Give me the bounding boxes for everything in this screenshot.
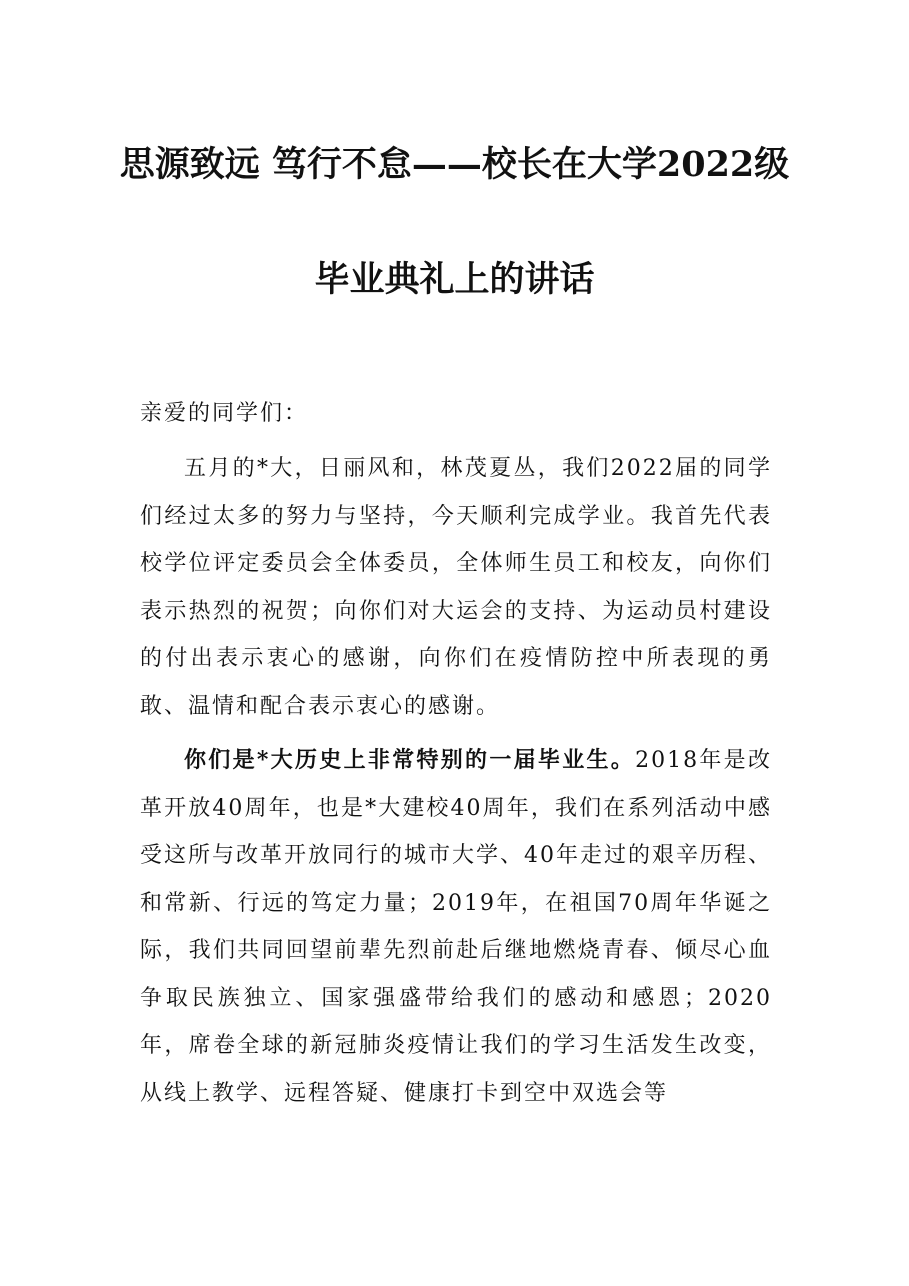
document-title-line-1: 思源致远 笃行不怠——校长在大学2022级 [119,144,790,185]
document-body [140,390,772,1117]
paragraph-2-text: 2018年是改革开放40周年，也是*大建校40周年，我们在系列活动中感受这所与改革开放同行的城市大学、40年走过的艰辛历程、和常新、行远的笃定力量；2019年，在祖国70周年华诞之际，我们共同回望前辈先烈前赴后继地燃烧青春、倾尽心血争取民族独立、国家强盛带给我们的感动和感恩；2020年，席卷全球的新冠肺炎疫情让我们的学习生活发生改变，从线上教学、远程答疑、健康打卡到空中双选会等 [140,748,772,1106]
paragraph-1: 五月的*大，日丽风和，林茂夏丛，我们2022届的同学们经过太多的努力与坚持，今天顺利完成学业。我首先代表校学位评定委员会全体委员，全体师生员工和校友，向你们表示热烈的祝贺；向你们对大运会的支持、为运动员村建设的付出表示衷心的感谢，向你们在疫情防控中所表现的勇敢、温情和配合表示衷心的感谢。 [140,456,772,719]
document-title-line-2: 毕业典礼上的讲话 [314,259,595,300]
salutation: 亲爱的同学们： [140,401,309,426]
paragraph-2-lead-sentence: 你们是*大历史上非常特别的一届毕业生。 [184,747,636,773]
paragraph-2 [140,737,772,1117]
